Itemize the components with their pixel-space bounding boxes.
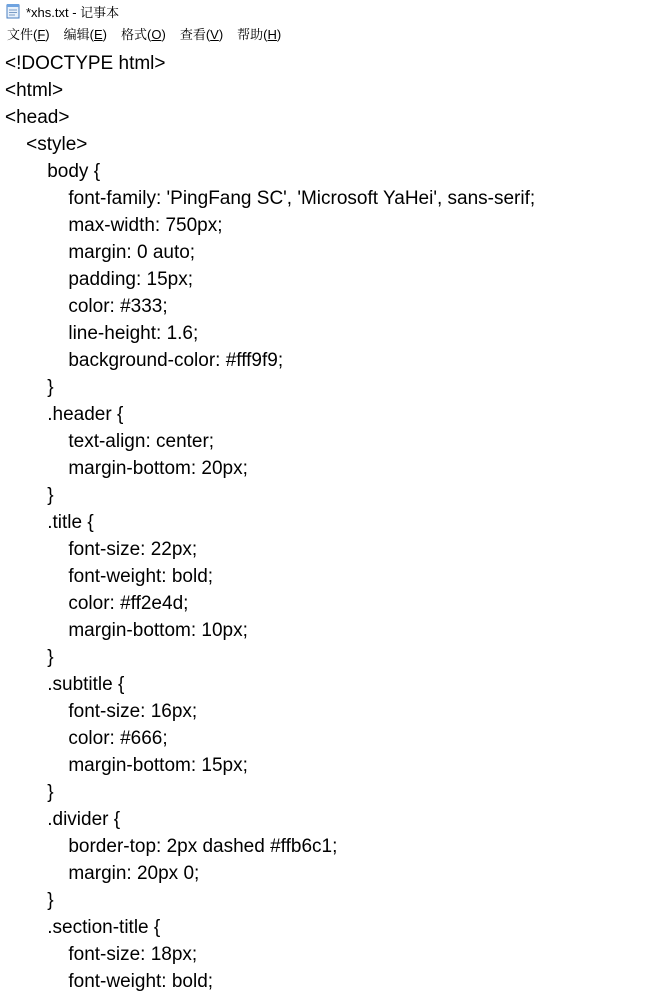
- text-line: margin: 20px 0;: [5, 863, 200, 884]
- notepad-icon: [6, 3, 20, 19]
- menu-help[interactable]: 帮助(H): [237, 27, 282, 42]
- text-line: font-size: 16px;: [5, 701, 198, 722]
- menu-bar: [0, 22, 654, 49]
- text-line: .divider {: [5, 809, 121, 830]
- window-title: *xhs.txt - 记事本: [26, 4, 120, 20]
- text-line: body {: [5, 161, 101, 182]
- menu-format[interactable]: 格式(O): [121, 27, 166, 42]
- text-line: font-weight: bold;: [5, 566, 214, 587]
- text-line: <!DOCTYPE html>: [5, 53, 166, 74]
- text-line: }: [5, 890, 54, 911]
- text-line: }: [5, 647, 54, 668]
- text-line: background-color: #fff9f9;: [5, 350, 284, 371]
- text-editor[interactable]: [0, 48, 654, 992]
- menu-file[interactable]: 文件(F): [7, 27, 50, 42]
- text-line: font-family: 'PingFang SC', 'Microsoft YaHei', sans-serif;: [5, 188, 536, 209]
- text-line: max-width: 750px;: [5, 215, 223, 236]
- text-line: <html>: [5, 80, 64, 101]
- text-line: <head>: [5, 107, 70, 128]
- text-line: text-align: center;: [5, 431, 215, 452]
- text-line: margin-bottom: 10px;: [5, 620, 248, 641]
- text-line: margin-bottom: 20px;: [5, 458, 248, 479]
- text-line: .header {: [5, 404, 124, 425]
- text-line: border-top: 2px dashed #ffb6c1;: [5, 836, 338, 857]
- text-line: color: #666;: [5, 728, 168, 749]
- text-line: margin-bottom: 15px;: [5, 755, 248, 776]
- text-line: padding: 15px;: [5, 269, 194, 290]
- text-line: .title {: [5, 512, 94, 533]
- text-line: color: #ff2e4d;: [5, 593, 189, 614]
- text-line: font-size: 22px;: [5, 539, 198, 560]
- text-line: }: [5, 485, 54, 506]
- text-line: margin: 0 auto;: [5, 242, 196, 263]
- title-bar: [0, 0, 654, 22]
- text-line: font-weight: bold;: [5, 971, 214, 992]
- text-line: .section-title {: [5, 917, 161, 938]
- menu-view[interactable]: 查看(V): [179, 27, 224, 42]
- text-line: }: [5, 782, 54, 803]
- text-line: }: [5, 377, 54, 398]
- text-line: color: #333;: [5, 296, 168, 317]
- menu-edit[interactable]: 编辑(E): [63, 27, 107, 42]
- text-line: <style>: [5, 134, 88, 155]
- text-line: line-height: 1.6;: [5, 323, 199, 344]
- text-line: .subtitle {: [5, 674, 125, 695]
- text-line: font-size: 18px;: [5, 944, 198, 965]
